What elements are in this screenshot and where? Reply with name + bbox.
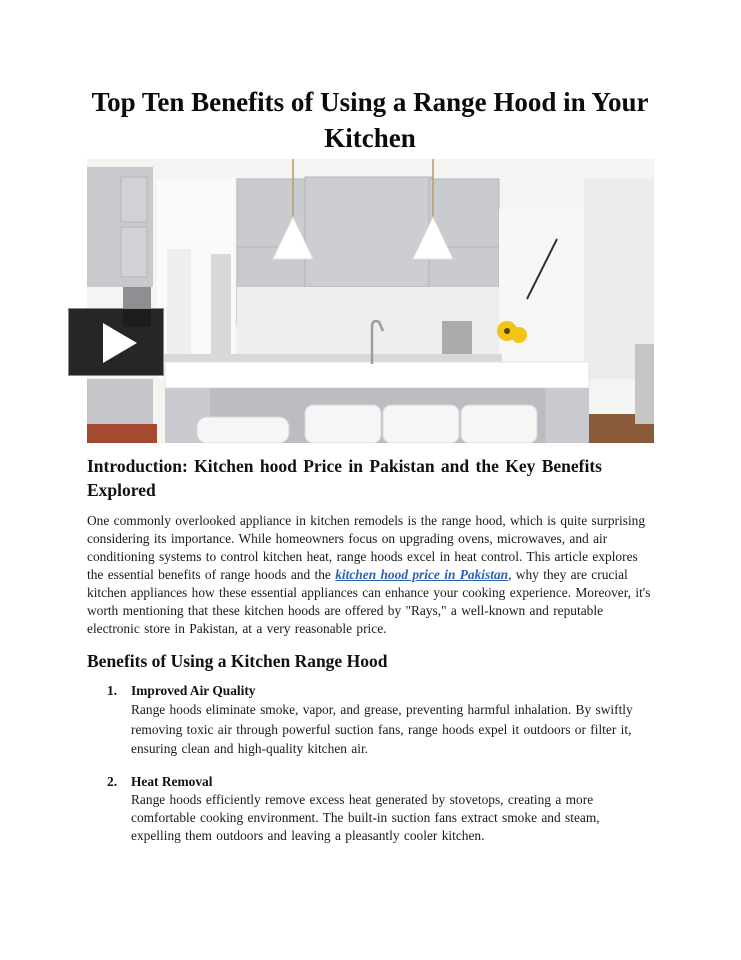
list-number: 1. — [107, 683, 118, 698]
benefit-title: Improved Air Quality — [131, 683, 256, 698]
intro-heading: Introduction: Kitchen hood Price in Pakistan and the Key Benefits Explored — [87, 456, 602, 500]
kitchen-photo — [87, 159, 654, 443]
benefits-heading: Benefits of Using a Kitchen Range Hood — [87, 651, 388, 671]
benefit-body: Range hoods efficiently remove excess heat generated by stovetops, creating a more comfortable cooking environment. The built-in suction fans extract smoke and steam, expelling them outdoors and leaving a pleasantly cooler kitchen. — [131, 792, 600, 843]
hero-image — [87, 159, 654, 443]
list-number: 2. — [107, 774, 118, 789]
page-title: Top Ten Benefits of Using a Range Hood in Your Kitchen — [91, 87, 649, 153]
intro-paragraph — [87, 512, 655, 638]
intro-text-before-link: One commonly overlooked appliance in kitchen remodels is the range hood, which is quite surprising considering its importance. While homeowners focus on upgrading ovens, microwaves, and air conditioning systems to control kitchen heat, range hoods excel in heat control. This article explores the essential benefits of range hoods and the — [87, 513, 646, 582]
play-icon — [103, 323, 137, 363]
video-play-button[interactable] — [68, 308, 164, 376]
benefit-body: Range hoods eliminate smoke, vapor, and grease, preventing harmful inhalation. By swiftly removing toxic air through powerful suction fans, range hoods expel it outdoors or filter it, ensuring clean and high-quality kitchen air. — [131, 702, 633, 756]
intro-text-after-link: , why they are crucial kitchen appliances how these essential appliances can enhance your cooking experience. Moreover, it's worth mentioning that these kitchen hoods are offered by "Rays," a well-known and reputable electronic store in Pakistan, at a very reasonable price. — [87, 567, 651, 636]
benefit-title: Heat Removal — [131, 774, 213, 789]
kitchen-hood-price-link[interactable]: kitchen hood price in Pakistan — [335, 567, 509, 582]
